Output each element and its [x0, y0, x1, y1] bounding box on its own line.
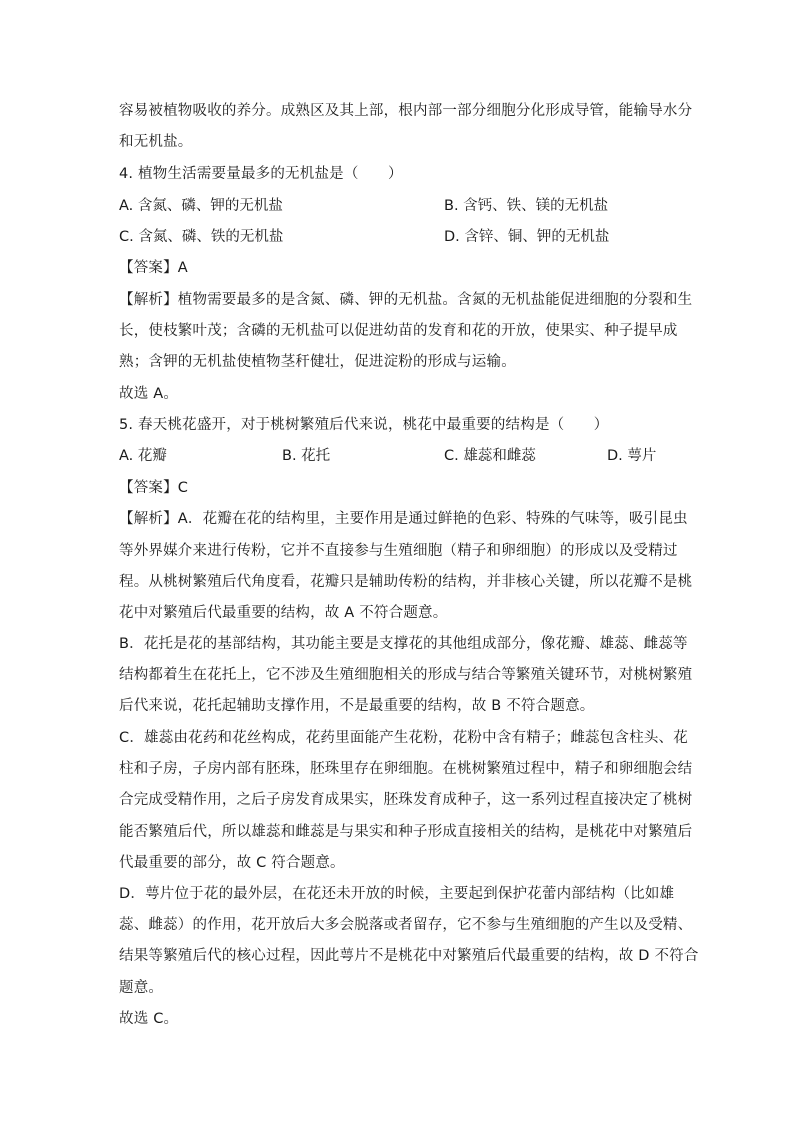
question-5-analysis-line-8: C．雄蕊由花药和花丝构成，花药里面能产生花粉，花粉中含有精子；雌蕊包含柱头、花 [119, 730, 688, 746]
continuation-line-1: 容易被植物吸收的养分。成熟区及其上部，根内部一部分细胞分化形成导管，能输导水分 [119, 103, 693, 119]
question-5-analysis-line-14: 蕊、雌蕊）的作用，花开放后大多会脱落或者留存，它不参与生殖细胞的产生以及受精、 [119, 917, 693, 933]
question-5-analysis-line-11: 能否繁殖后代，所以雄蕊和雌蕊是与果实和种子形成直接相关的结构，是桃花中对繁殖后 [119, 824, 693, 840]
question-5-analysis-line-16: 题意。 [119, 980, 164, 996]
question-5-answer: 【答案】C [119, 480, 189, 496]
question-5-option-c: C. 雄蕊和雌蕊 [444, 448, 536, 464]
question-5-analysis-line-6: 结构都着生在花托上，它不涉及生殖细胞相关的形成与结合等繁殖关键环节，对桃树繁殖 [119, 667, 693, 683]
question-4-option-c: C. 含氮、磷、铁的无机盐 [119, 229, 284, 245]
question-5-analysis-line-7: 后代来说，花托起辅助支撑作用，不是最重要的结构，故 B 不符合题意。 [119, 698, 595, 714]
question-5-analysis-line-9: 柱和子房，子房内部有胚珠，胚珠里存在卵细胞。在桃树繁殖过程中，精子和卵细胞会结 [119, 761, 693, 777]
question-5-option-b: B. 花托 [282, 448, 331, 464]
question-4-analysis-line-2: 长，使枝繁叶茂；含磷的无机盐可以促进幼苗的发育和花的开放，使果实、种子提早成 [119, 323, 678, 339]
question-5-analysis-line-15: 结果等繁殖后代的核心过程，因此萼片不是桃花中对繁殖后代最重要的结构，故 D 不符合 [119, 948, 699, 964]
question-5-analysis-line-2: 等外界媒介来进行传粉，它并不直接参与生殖细胞（精子和卵细胞）的形成以及受精过 [119, 543, 678, 559]
question-4-stem: 4. 植物生活需要量最多的无机盐是（ ） [119, 166, 403, 182]
question-4-option-d: D. 含锌、铜、钾的无机盐 [444, 229, 610, 245]
question-5-analysis-line-1: 【解析】A．花瓣在花的结构里，主要作用是通过鲜艳的色彩、特殊的气味等，吸引昆虫 [119, 511, 688, 527]
question-5-analysis-line-10: 合完成受精作用，之后子房发育成果实，胚珠发育成种子，这一系列过程直接决定了桃树 [119, 792, 693, 808]
question-5-analysis-line-3: 程。从桃树繁殖后代角度看，花瓣只是辅助传粉的结构，并非核心关键，所以花瓣不是桃 [119, 574, 693, 590]
question-4-option-b: B. 含钙、铁、镁的无机盐 [444, 198, 609, 214]
question-4-analysis-line-3: 熟；含钾的无机盐使植物茎秆健壮，促进淀粉的形成与运输。 [119, 354, 516, 370]
question-4-analysis-line-1: 【解析】植物需要最多的是含氮、磷、钾的无机盐。含氮的无机盐能促进细胞的分裂和生 [119, 292, 693, 308]
continuation-line-2: 和无机盐。 [119, 134, 193, 150]
question-5-analysis-line-12: 代最重要的部分，故 C 符合题意。 [119, 855, 345, 871]
question-5-option-a: A. 花瓣 [119, 448, 167, 464]
question-5-stem: 5. 春天桃花盛开，对于桃树繁殖后代来说，桃花中最重要的结构是（ ） [119, 417, 609, 433]
question-5-analysis-line-4: 花中对繁殖后代最重要的结构，故 A 不符合题意。 [119, 605, 448, 621]
question-5-option-d: D. 萼片 [607, 448, 657, 464]
question-4-conclusion: 故选 A。 [119, 386, 179, 402]
question-4-answer: 【答案】A [119, 260, 188, 276]
question-4-option-a: A. 含氮、磷、钾的无机盐 [119, 198, 283, 214]
question-5-analysis-line-13: D．萼片位于花的最外层，在花还未开放的时候，主要起到保护花蕾内部结构（比如雄 [119, 886, 675, 902]
question-5-analysis-line-5: B．花托是花的基部结构，其功能主要是支撑花的其他组成部分，像花瓣、雄蕊、雌蕊等 [119, 636, 688, 652]
question-5-conclusion: 故选 C。 [119, 1011, 179, 1027]
